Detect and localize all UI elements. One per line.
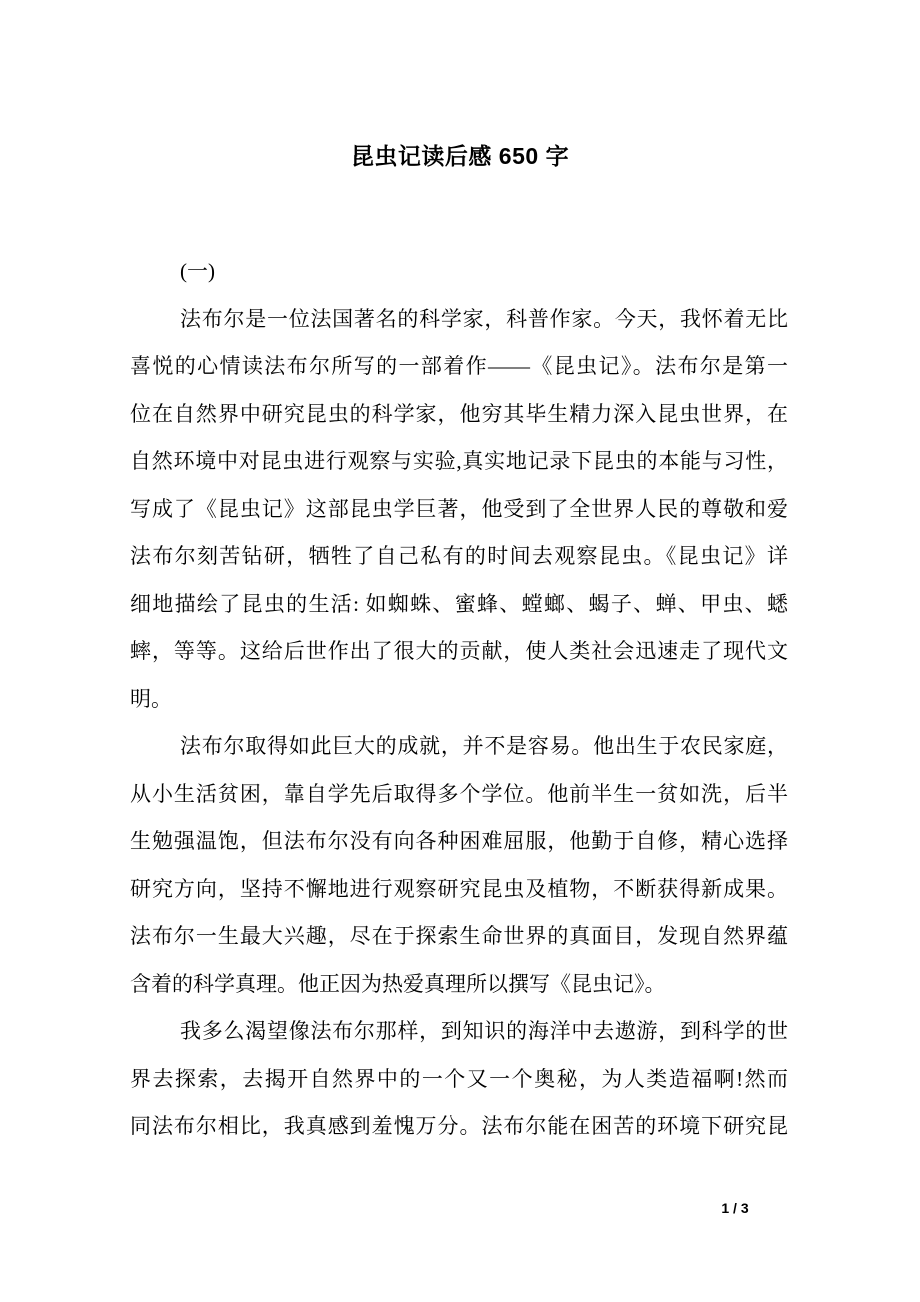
text-line: 法布尔一生最大兴趣，尽在于探索生命世界的真面目，发现自然界蕴 bbox=[130, 924, 788, 948]
text-line: 界去探索，去揭开自然界中的一个又一个奥秘，为人类造福啊!然而 bbox=[130, 1066, 788, 1091]
text-line: 含着的科学真理。他正因为热爱真理所以撰写《昆虫记》。 bbox=[130, 971, 666, 996]
text-line: 写成了《昆虫记》这部昆虫学巨著，他受到了全世界人民的尊敬和爱 bbox=[130, 496, 788, 521]
text-line: 我多么渴望像法布尔那样，到知识的海洋中去遨游，到科学的世 bbox=[180, 1019, 788, 1043]
text-line: 喜悦的心情读法布尔所写的一部着作——《昆虫记》。法布尔是第一 bbox=[130, 354, 788, 378]
text-line: 从小生活贫困，靠自学先后取得多个学位。他前半生一贫如洗，后半 bbox=[130, 781, 788, 806]
text-line: 法布尔是一位法国著名的科学家，科普作家。今天，我怀着无比 bbox=[180, 306, 788, 331]
page-number: 1 / 3 bbox=[721, 1200, 749, 1216]
text-line: 法布尔刻苦钻研，牺牲了自己私有的时间去观察昆虫。《昆虫记》详 bbox=[130, 544, 788, 568]
document-body bbox=[130, 248, 788, 1151]
text-line: 同法布尔相比，我真感到羞愧万分。法布尔能在困苦的环境下研究昆 bbox=[130, 1114, 788, 1138]
text-line: 研究方向，坚持不懈地进行观察研究昆虫及植物，不断获得新成果。 bbox=[130, 876, 788, 901]
text-line: 细地描绘了昆虫的生活: 如蜘蛛、蜜蜂、螳螂、蝎子、蝉、甲虫、蟋 bbox=[130, 591, 788, 616]
text-line: 蟀，等等。这给后世作出了很大的贡献，使人类社会迅速走了现代文 bbox=[130, 639, 788, 663]
text-line: 生勉强温饱，但法布尔没有向各种困难屈服，他勤于自修，精心选择 bbox=[130, 829, 788, 853]
text-line: 明。 bbox=[130, 686, 172, 711]
page-title: 昆虫记读后感 650 字 bbox=[350, 143, 570, 169]
text-line: 自然环境中对昆虫进行观察与实验,真实地记录下昆虫的本能与习性， bbox=[130, 449, 788, 473]
text-line: (一) bbox=[180, 259, 215, 283]
text-line: 法布尔取得如此巨大的成就，并不是容易。他出生于农民家庭， bbox=[180, 734, 788, 758]
text-line: 位在自然界中研究昆虫的科学家，他穷其毕生精力深入昆虫世界，在 bbox=[130, 401, 788, 426]
